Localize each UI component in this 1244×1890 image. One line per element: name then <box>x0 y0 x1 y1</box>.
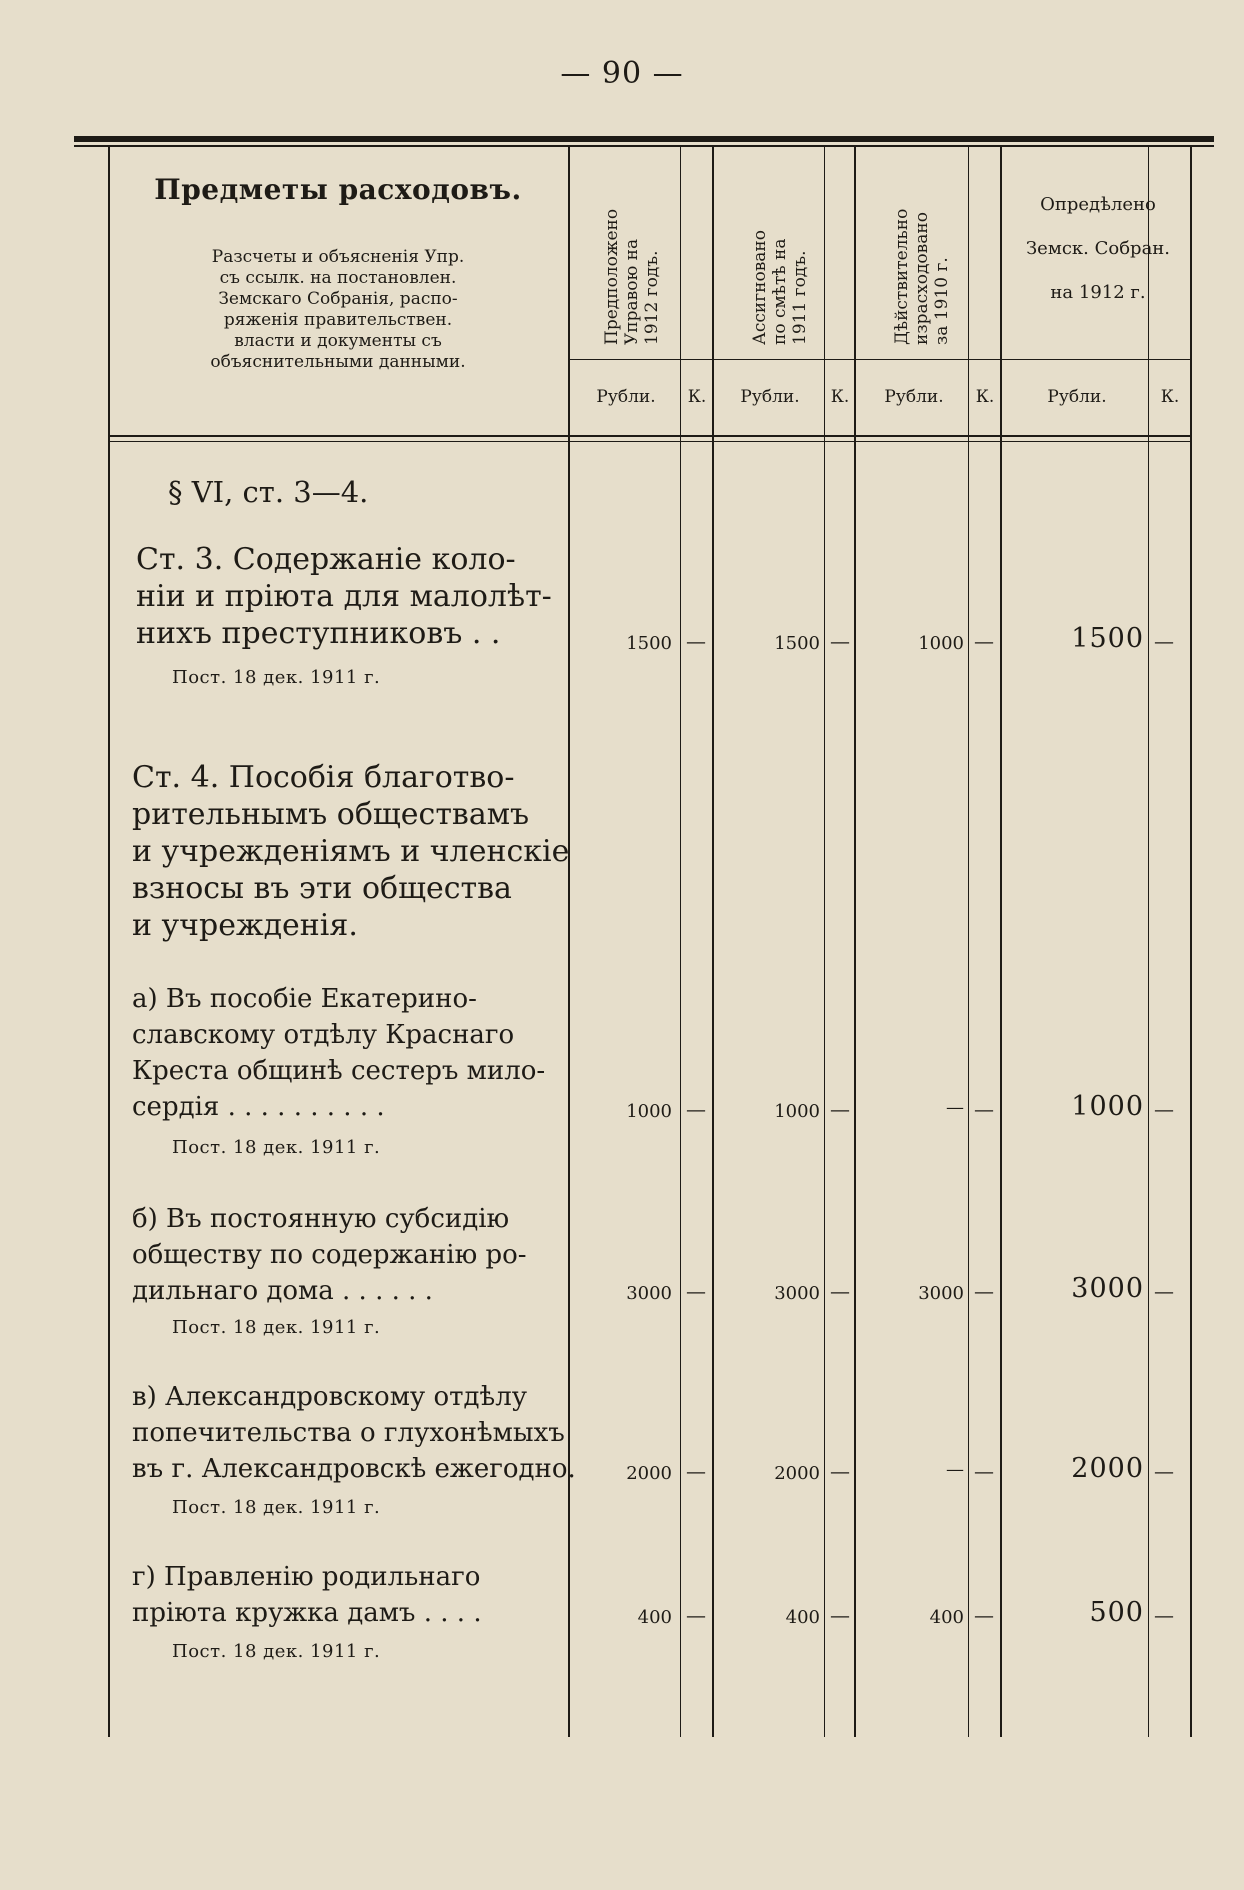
item3-proposed: 1500 <box>626 633 672 654</box>
sub-b-assigned-kop: — <box>830 1279 850 1303</box>
sub-v-assigned-kop: — <box>830 1459 850 1483</box>
col-line-3 <box>854 147 856 1737</box>
sub-g-determined: 500 <box>1089 1597 1144 1628</box>
sub-b-spent: 3000 <box>918 1283 964 1304</box>
section-title: § VI, ст. 3—4. <box>168 475 369 509</box>
sub-a-determined: 1000 <box>1071 1091 1144 1122</box>
sub-a-note: Пост. 18 дек. 1911 г. <box>172 1137 381 1158</box>
unit-rub-3: Рубли. <box>884 387 944 407</box>
sub-a-proposed: 1000 <box>626 1101 672 1122</box>
col-line-4k <box>1148 147 1149 1737</box>
sub-b-proposed: 3000 <box>626 1283 672 1304</box>
sub-g-proposed-kop: — <box>686 1603 706 1627</box>
sub-g-proposed: 400 <box>637 1607 672 1628</box>
sub-a-assigned-kop: — <box>830 1097 850 1121</box>
table-subtitle: Разсчеты и объясненія Упр. съ ссылк. на постановлен. Земскаго Собранія, распо- ряженія правительствен. власти и документы съ объяснительными данными. <box>210 247 466 372</box>
unit-kop-4: К. <box>1160 387 1180 407</box>
item3-spent: 1000 <box>918 633 964 654</box>
unit-rub-2: Рубли. <box>740 387 800 407</box>
sub-g-spent-kop: — <box>974 1603 994 1627</box>
item3-text: Ст. 3. Содержаніе коло- ніи и пріюта для малолѣт- нихъ преступниковъ . . <box>136 542 552 651</box>
item3-proposed-kop: — <box>686 629 706 653</box>
col-line-right <box>1190 147 1192 1737</box>
sub-b-assigned: 3000 <box>774 1283 820 1304</box>
sub-v-spent: — <box>946 1459 964 1480</box>
item3-assigned-kop: — <box>830 629 850 653</box>
col-head-assigned: Ассигновано по смѣтѣ на 1911 годъ. <box>750 230 810 345</box>
sub-b-text: б) Въ постоянную субсидію обществу по содержанію ро- дильнаго дома . . . . . . <box>132 1204 527 1306</box>
col-head-determined: Опредѣлено Земск. Собран. на 1912 г. <box>1025 194 1171 303</box>
sub-b-determined: 3000 <box>1071 1273 1144 1304</box>
item3-note: Пост. 18 дек. 1911 г. <box>172 667 381 688</box>
unit-rub-1: Рубли. <box>596 387 656 407</box>
sub-v-determined-kop: — <box>1154 1459 1174 1483</box>
item3-assigned: 1500 <box>774 633 820 654</box>
top-rule <box>74 136 1214 142</box>
sub-a-determined-kop: — <box>1154 1097 1174 1121</box>
unit-rub-4: Рубли. <box>1047 387 1107 407</box>
item4-text: Ст. 4. Пособія благотво- рительнымъ обществамъ и учрежденіямъ и членскіе взносы въ эти общества и учрежденія. <box>132 760 570 943</box>
header-bottom-rule <box>108 435 1190 437</box>
sub-g-determined-kop: — <box>1154 1603 1174 1627</box>
sub-v-proposed: 2000 <box>626 1463 672 1484</box>
sub-b-spent-kop: — <box>974 1279 994 1303</box>
sub-g-spent: 400 <box>929 1607 964 1628</box>
sub-v-spent-kop: — <box>974 1459 994 1483</box>
unit-kop-3: К. <box>975 387 995 407</box>
col-line-4 <box>1000 147 1002 1737</box>
sub-b-proposed-kop: — <box>686 1279 706 1303</box>
header-bottom-rule-thin <box>108 441 1190 442</box>
item3-determined-kop: — <box>1154 629 1174 653</box>
sub-v-assigned: 2000 <box>774 1463 820 1484</box>
sub-g-note: Пост. 18 дек. 1911 г. <box>172 1641 381 1662</box>
sub-v-determined: 2000 <box>1071 1453 1144 1484</box>
item3-determined: 1500 <box>1071 623 1144 654</box>
sub-g-assigned: 400 <box>785 1607 820 1628</box>
col-line-left <box>108 147 110 1737</box>
sub-a-spent: — <box>946 1097 964 1118</box>
expense-table <box>108 147 1192 1737</box>
header-unit-rule <box>568 359 1190 360</box>
sub-a-assigned: 1000 <box>774 1101 820 1122</box>
sub-a-spent-kop: — <box>974 1097 994 1121</box>
sub-g-text: г) Правленію родильнаго пріюта кружка дамъ . . . . <box>132 1562 482 1628</box>
item3-spent-kop: — <box>974 629 994 653</box>
col-line-3k <box>968 147 969 1737</box>
sub-b-determined-kop: — <box>1154 1279 1174 1303</box>
sub-a-text: а) Въ пособіе Екатерино- славскому отдѣлу Краснаго Креста общинѣ сестеръ мило- сердія . . . . . . . . . . <box>132 984 546 1122</box>
table-title: Предметы расходовъ. <box>154 173 522 206</box>
sub-b-note: Пост. 18 дек. 1911 г. <box>172 1317 381 1338</box>
sub-v-proposed-kop: — <box>686 1459 706 1483</box>
col-head-proposed: Предположено Управою на 1912 годъ. <box>602 208 662 345</box>
col-line-1k <box>680 147 681 1737</box>
unit-kop-1: К. <box>687 387 707 407</box>
col-line-2k <box>824 147 825 1737</box>
sub-g-assigned-kop: — <box>830 1603 850 1627</box>
page-number: — 90 — <box>560 56 684 91</box>
sub-v-text: в) Александровскому отдѣлу попечительства о глухонѣмыхъ въ г. Александровскѣ ежегодно. <box>132 1382 576 1484</box>
sub-a-proposed-kop: — <box>686 1097 706 1121</box>
sub-v-note: Пост. 18 дек. 1911 г. <box>172 1497 381 1518</box>
col-line-2 <box>712 147 714 1737</box>
col-head-spent: Дѣйствительно израсходовано за 1910 г. <box>892 208 952 345</box>
unit-kop-2: К. <box>830 387 850 407</box>
